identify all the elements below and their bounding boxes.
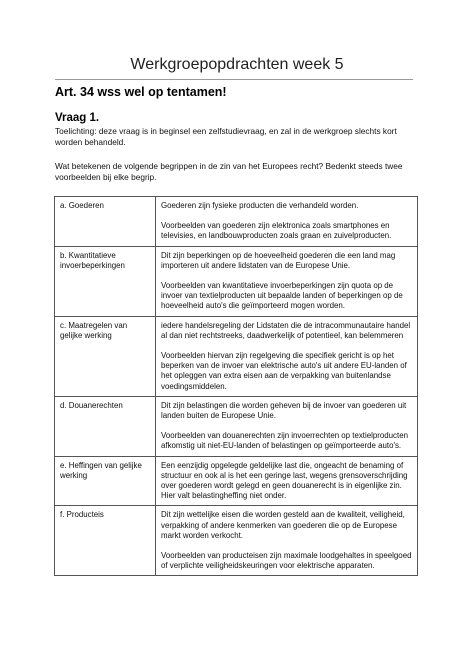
term-cell: c. Maatregelen van gelijke werking: [55, 316, 156, 396]
definition-text: Een eenzijdig opgelegde geldelijke last die, ongeacht de benaming of structuur en ook al is het een geringe last, wegens grensoverschrijding over goederen wordt gelegd en geen douanerecht is in eigenlijke zin. Hier valt belastingheffing niet onder.: [161, 460, 408, 501]
table-row: [55, 316, 418, 396]
example-text: Voorbeelden van kwantitatieve invoerbeperkingen zijn quota op de invoer van textielproducten uit bepaalde landen of beperkingen op de hoeveelheid auto's die geïmporteerd mogen worden.: [161, 281, 403, 311]
definition-cell: [156, 246, 418, 316]
example-text: Voorbeelden van douanerechten zijn invoerrechten op textielproducten afkomstig uit niet-EU-landen of belastingen op geïmporteerde auto's.: [161, 431, 408, 451]
table-row: [55, 197, 418, 247]
definition-text: Goederen zijn fysieke producten die verhandeld worden.: [161, 201, 359, 210]
definition-cell: [156, 396, 418, 456]
example-text: Voorbeelden hiervan zijn regelgeving die specifiek gericht is op het beperken van de invoer van elektrische auto's uit andere EU-landen of het opleggen van extra eisen aan de verpakking van buitenlandse voedingsmiddelen.: [161, 351, 407, 391]
question-heading: Vraag 1.: [55, 112, 100, 124]
term-cell: b. Kwantitatieve invoerbeperkingen: [55, 246, 156, 316]
definition-text: iedere handelsregeling der Lidstaten die de intracommunautaire handel al dan niet rechtstreeks, daadwerkelijk of potentieel, kan belemmeren: [161, 320, 411, 340]
definition-cell: [156, 506, 418, 576]
example-text: Voorbeelden van goederen zijn elektronica zoals smartphones en televisies, en landbouwproducten zoals graan en zuivelproducten.: [161, 221, 392, 241]
example-text: Voorbeelden van producteisen zijn maximale loodgehaltes in speelgoed of verplichte veiligheidskeuringen voor elektrische apparaten.: [161, 551, 412, 571]
definition-text: Dit zijn belastingen die worden geheven bij de invoer van goederen uit landen buiten de Europese Unie.: [161, 400, 407, 421]
definition-cell: [156, 456, 418, 506]
term-cell: a. Goederen: [55, 197, 156, 247]
prompt-paragraph: Wat betekenen de volgende begrippen in de zin van het Europees recht? Bedenkt steeds twee voorbeelden bij elke begrip.: [55, 161, 403, 182]
table-row: [55, 456, 418, 506]
section-heading: Art. 34 wss wel op tentamen!: [55, 85, 227, 99]
intro-paragraph: Toelichting: deze vraag is in beginsel een zelfstudievraag, en zal in de werkgroep slechts kort worden behandeld.: [55, 126, 397, 147]
definition-text: Dit zijn wettelijke eisen die worden gesteld aan de kwaliteit, veiligheid, verpakking of andere kenmerken van goederen die op de Europese markt worden verkocht.: [161, 510, 405, 540]
table-row: [55, 396, 418, 456]
term-cell: d. Douanerechten: [55, 396, 156, 456]
definitions-table: [54, 196, 418, 576]
definition-text: Dit zijn beperkingen op de hoeveelheid goederen die een land mag importeren uit andere lidstaten van de Europese Unie.: [161, 250, 396, 270]
title-divider: [55, 79, 413, 80]
table-row: [55, 246, 418, 316]
definition-cell: [156, 197, 418, 247]
document-title: Werkgroepopdrachten week 5: [130, 56, 344, 73]
table-row: [55, 506, 418, 576]
term-cell: e. Heffingen van gelijke werking: [55, 456, 156, 506]
definition-cell: [156, 316, 418, 396]
term-cell: f. Producteis: [55, 506, 156, 576]
